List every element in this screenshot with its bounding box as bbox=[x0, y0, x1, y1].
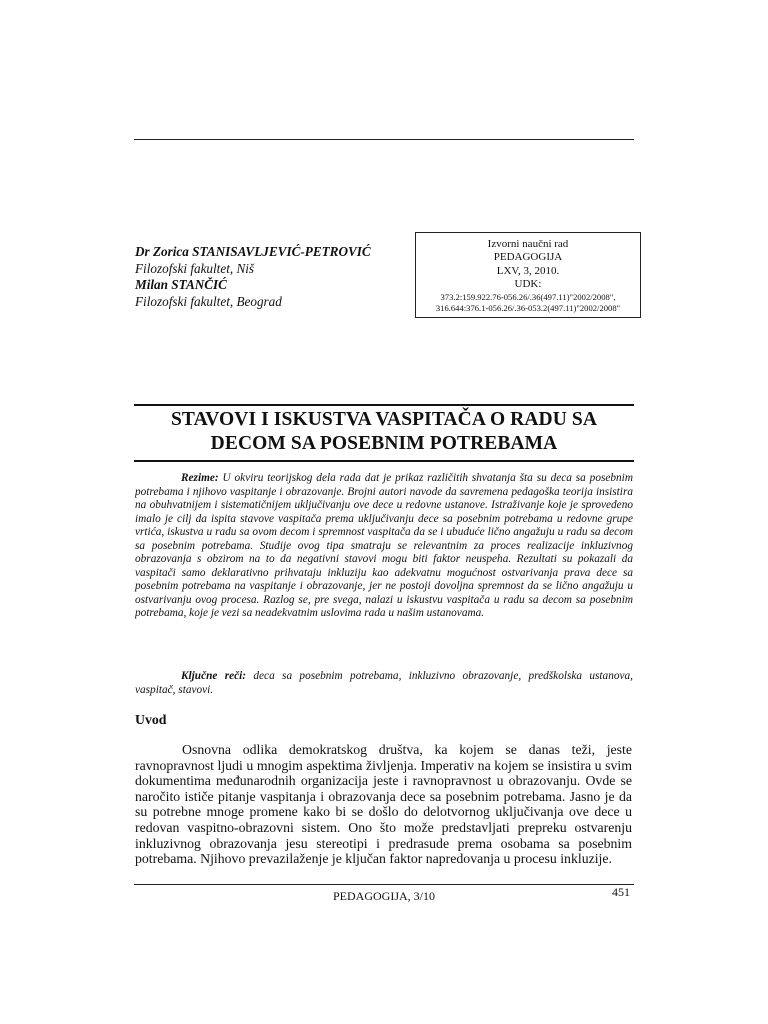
keywords-label: Ključne reči: bbox=[181, 670, 247, 682]
volume-info: LXV, 3, 2010. bbox=[496, 264, 560, 277]
section-heading-intro: Uvod bbox=[135, 712, 167, 727]
udk-code-2: 316.644:376.1-056.26/.36-053.2(497.11)"2002/2008" bbox=[435, 303, 621, 314]
title-line-2: DECOM SA POSEBNIM POTREBAMA bbox=[210, 433, 558, 454]
keywords bbox=[135, 670, 633, 697]
page-number: 451 bbox=[612, 885, 630, 899]
intro-text: Osnovna odlika demokratskog društva, ka kojem se danas teži, jeste ravnopravnost ljudi u mnogim aspektima življenja. Imperativ na kojem se insistira u svim dokumentima međunarodnih organizacija jeste i ravnopravnost u obrazovanju. Ovde se naročito ističe pitanje vaspitanja i obrazovanja dece sa posebnim potrebama. Jasno je da su potrebne mnoge promene kako bi se došlo do delotvornog uključivanja ove dece u redovan vaspitno-obrazovni sistem. Ono što može predstavljati prepreku ostvarenju inkluzivnog obrazovanja jesu stereotipi i predrasude prema osobama sa posebnim potrebama. Njihovo prevazilaženje je ključan faktor napredovanja u procesu inkluzije. bbox=[135, 742, 632, 867]
footer-journal-issue: PEDAGOGIJA, 3/10 bbox=[333, 889, 435, 903]
author-2-affiliation: Filozofski fakultet, Beograd bbox=[135, 293, 282, 309]
author-1-name: Dr Zorica STANISAVLJEVIĆ-PETROVIĆ bbox=[135, 244, 371, 259]
udk-code-1: 373.2:159.922.76-056.26/.36(497.11)"2002/2008", bbox=[440, 291, 616, 302]
udk-label: UDK: bbox=[514, 278, 542, 291]
abstract-label: Rezime: bbox=[181, 472, 219, 484]
author-1-affiliation: Filozofski fakultet, Niš bbox=[135, 260, 255, 276]
paper-type: Izvorni naučni rad bbox=[487, 238, 569, 250]
title-bottom-rule bbox=[134, 460, 634, 462]
keywords-text: deca sa posebnim potrebama, inkluzivno obrazovanje, predškolska ustanova, vaspitač, stavovi. bbox=[135, 670, 633, 696]
header-rule bbox=[134, 139, 634, 140]
journal-name: PEDAGOGIJA bbox=[493, 251, 563, 264]
title-top-rule bbox=[134, 404, 634, 406]
publication-info-box bbox=[415, 232, 641, 318]
footer-rule bbox=[134, 884, 634, 885]
author-block bbox=[135, 244, 405, 310]
intro-paragraph bbox=[135, 742, 632, 867]
abstract bbox=[135, 472, 633, 621]
paper-title bbox=[134, 408, 634, 456]
author-2-name: Milan STANČIĆ bbox=[135, 277, 227, 292]
title-line-1: STAVOVI I ISKUSTVA VASPITAČA O RADU SA bbox=[170, 409, 598, 430]
abstract-text: U okviru teorijskog dela rada dat je prikaz različitih shvatanja šta su deca sa posebnim potrebama i njihovo vaspitanje i obrazovanje. Brojni autori navode da savremena pedagoška teorija insistira na obuhvatnijem i sistematičnijem uključivanju ove dece u redovne ustanove. Istraživanje koje je sprovedeno imalo je cilj da ispita stavove vaspitača prema uključivanju dece sa posebnim potrebama u redovne grupe vrtića, iskustva u radu sa ovom decom i spremnost vaspitača da se i ubuduće lično angažuju u radu sa decom sa posebnim potrebama. Studije ovog tipa smatraju se relevantnim za proces realizacije inkluzivnog obrazovanja s obzirom na to da negativni stavovi mogu biti faktor neuspeha. Rezultati su pokazali da vaspitači samo deklarativno prihvataju inkluziju kao adekvatnu mogućnost ostvarivanja prava dece sa posebnim potrebama na vaspitanje i obrazovanje, jer ne postoji dovoljna spremnost da se lično angažuju u ostvarivanju ovog procesa. Razlog se, pre svega, nalazi u iskustvu vaspitača u radu sa decom sa posebnim potrebama, koje je vezi sa neadekvatnim uslovima rada u našim ustanovama. bbox=[135, 472, 633, 619]
